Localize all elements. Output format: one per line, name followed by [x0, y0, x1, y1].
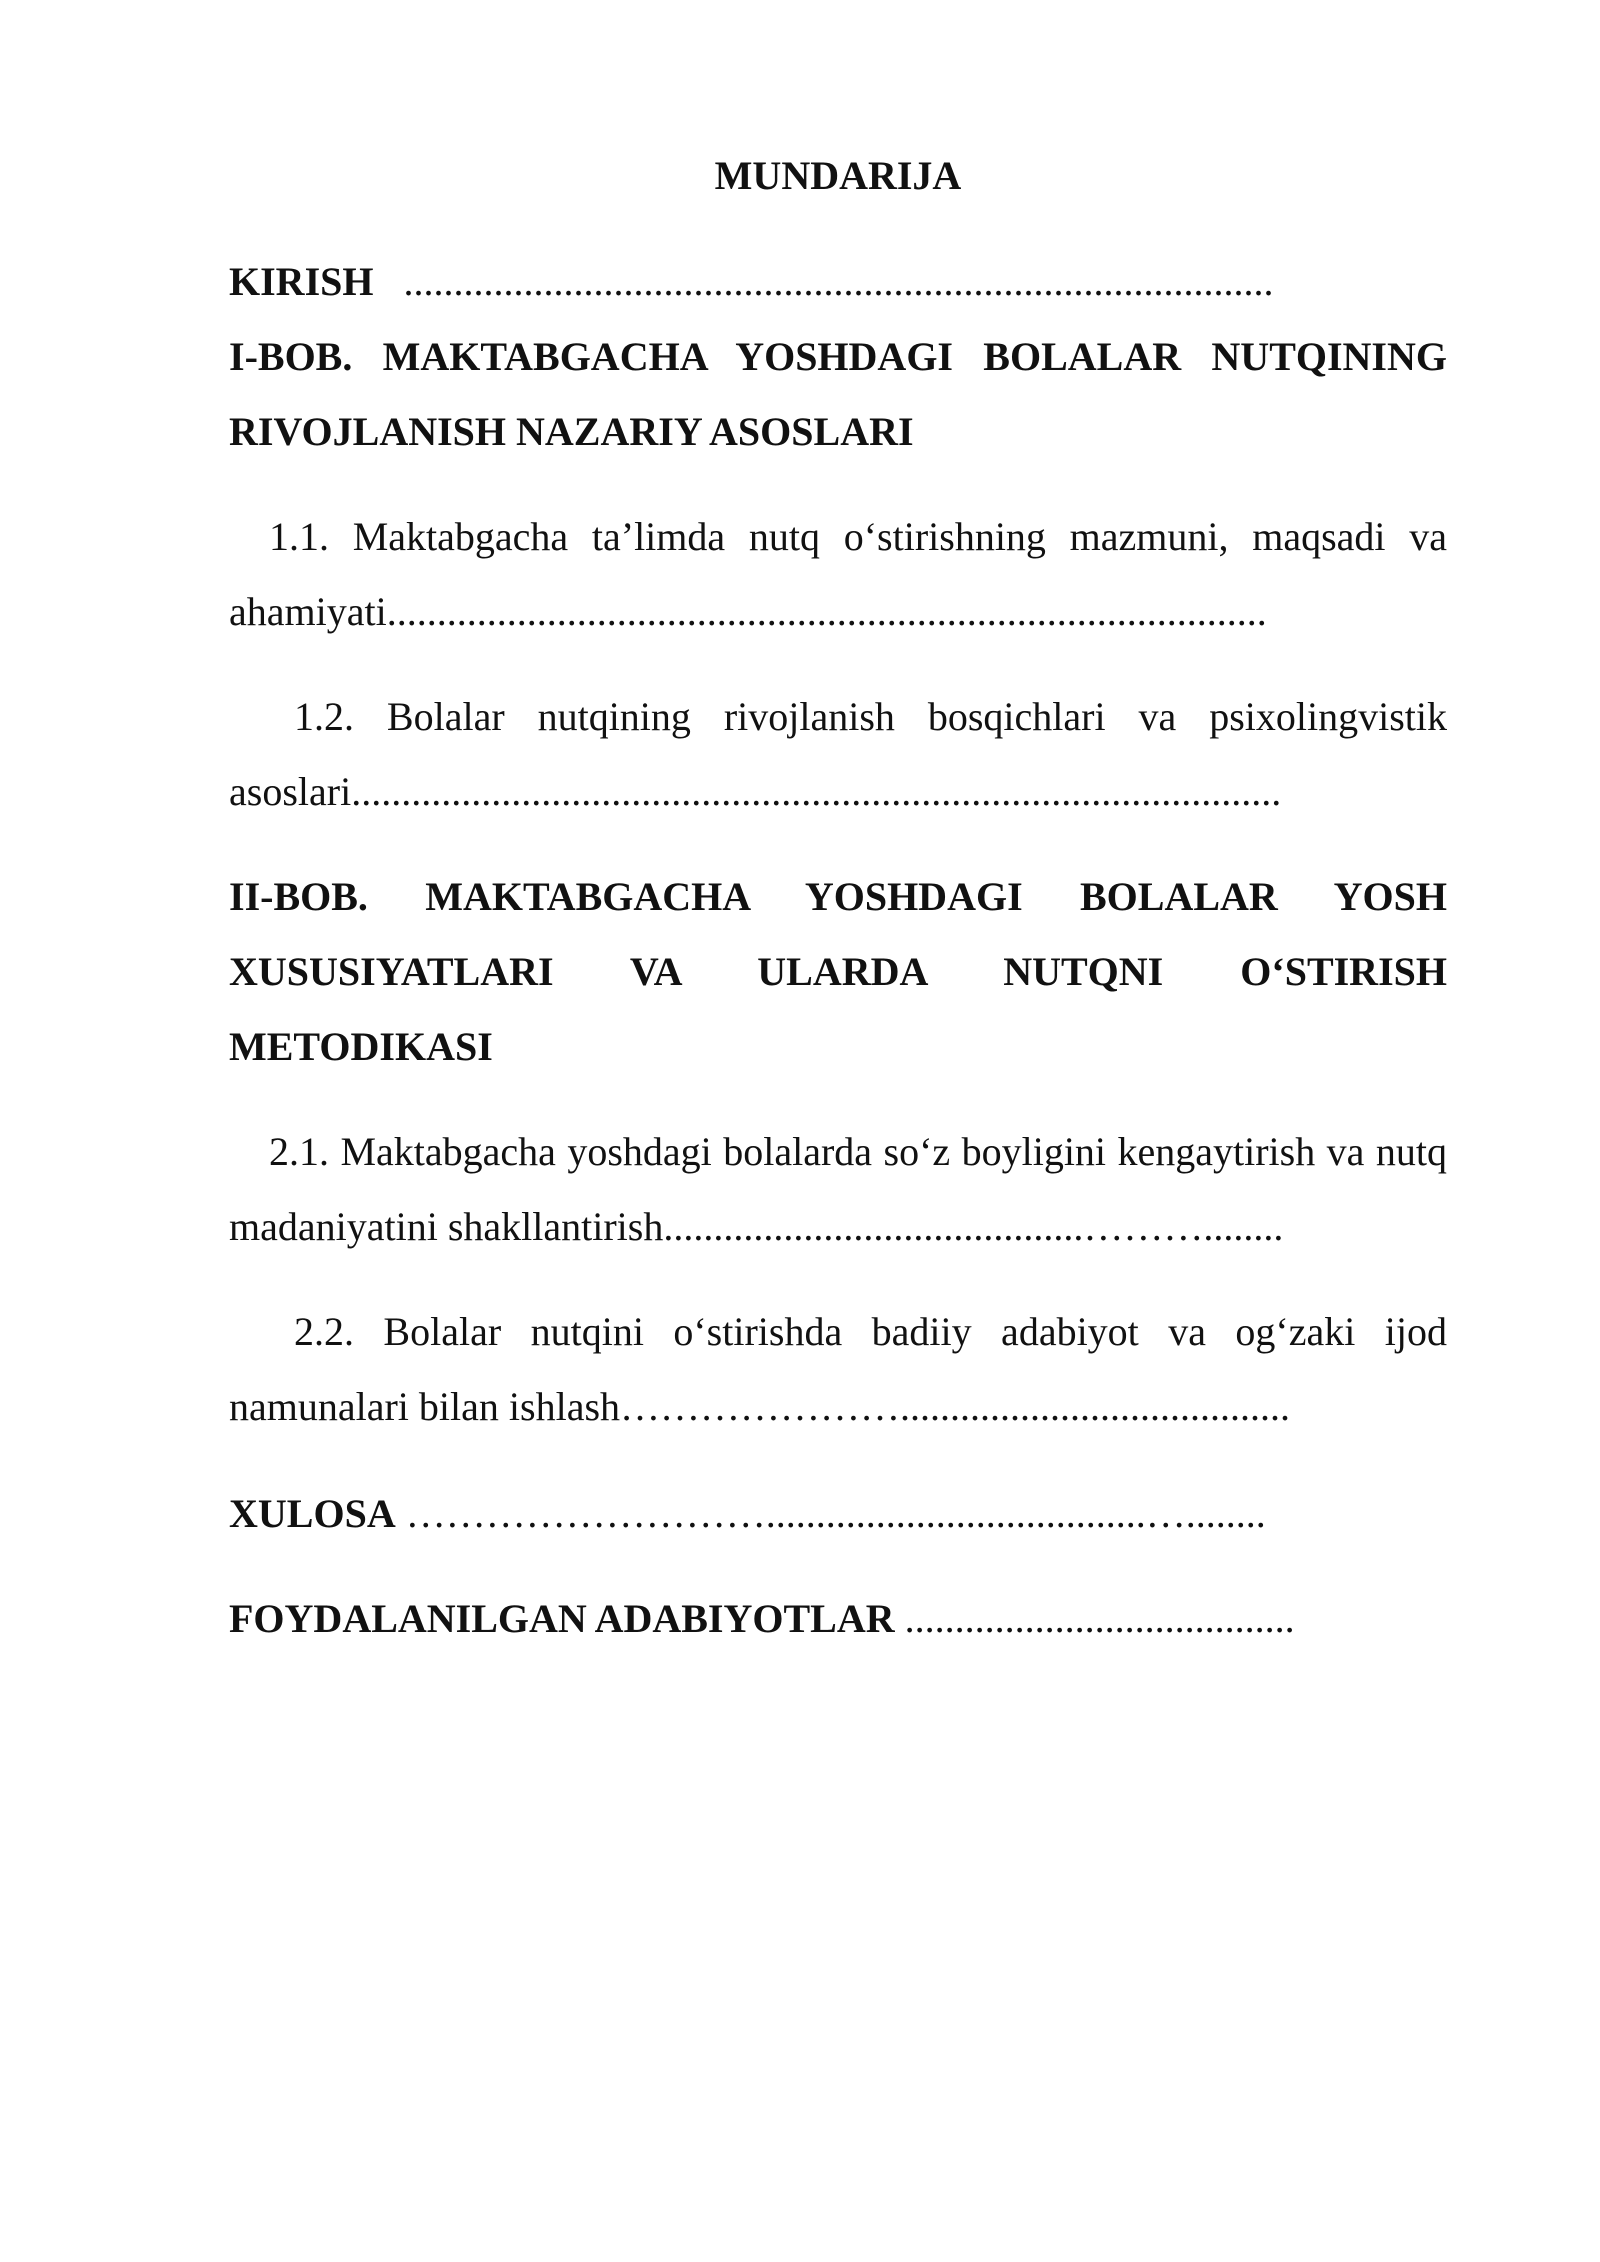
toc-entry-section-1-1	[229, 499, 1447, 649]
leader-dots: .......................................	[894, 1596, 1295, 1641]
leader-dots: ..........................................………........	[663, 1204, 1284, 1249]
toc-entry-text: 2.2. Bolalar nutqini o‘stirishda badiiy adabiyot va og‘zaki ijod namunalari bilan ishlash	[229, 1309, 1447, 1429]
toc-entry-label: XULOSA	[229, 1491, 396, 1536]
toc-entry-kirish	[229, 244, 1447, 319]
leader-dots: ………………….......................................	[620, 1384, 1291, 1429]
toc-entry-text: 1.2. Bolalar nutqining rivojlanish bosqichlari va psixolingvistik asoslari	[229, 694, 1447, 814]
chapter-heading-2: II-BOB. MAKTABGACHA YOSHDAGI BOLALAR YOSH XUSUSIYATLARI VA ULARDA NUTQNI O‘STIRISH METODIKASI	[229, 874, 1447, 1069]
toc-entry-section-2-1	[229, 1114, 1447, 1264]
leader-dots: .......................................................................................	[403, 259, 1274, 304]
toc-entry-adabiyotlar	[229, 1581, 1447, 1656]
toc-entry-section-2-2	[229, 1294, 1447, 1444]
leader-dots: ........................................................................................	[386, 589, 1267, 634]
leader-dots: .............................................................................................	[351, 769, 1282, 814]
toc-entry-text: 2.1. Maktabgacha yoshdagi bolalarda so‘z boyligini kengaytirish va nutq madaniyatini shakllantirish	[229, 1129, 1447, 1249]
toc-entry-section-1-2	[229, 679, 1447, 829]
page-title: MUNDARIJA	[714, 153, 962, 198]
table-of-contents-page	[229, 148, 1447, 1656]
toc-entry-label: FOYDALANILGAN ADABIYOTLAR	[229, 1596, 895, 1641]
leader-dots: ………………………......................................…........	[395, 1491, 1266, 1536]
chapter-heading-1: I-BOB. MAKTABGACHA YOSHDAGI BOLALAR NUTQINING RIVOJLANISH NAZARIY ASOSLARI	[229, 334, 1447, 454]
toc-entry-text: 1.1. Maktabgacha ta’limda nutq o‘stirishning mazmuni, maqsadi va ahamiyati	[229, 514, 1447, 634]
toc-entry-xulosa	[229, 1476, 1447, 1551]
toc-entry-label: KIRISH	[229, 259, 374, 304]
